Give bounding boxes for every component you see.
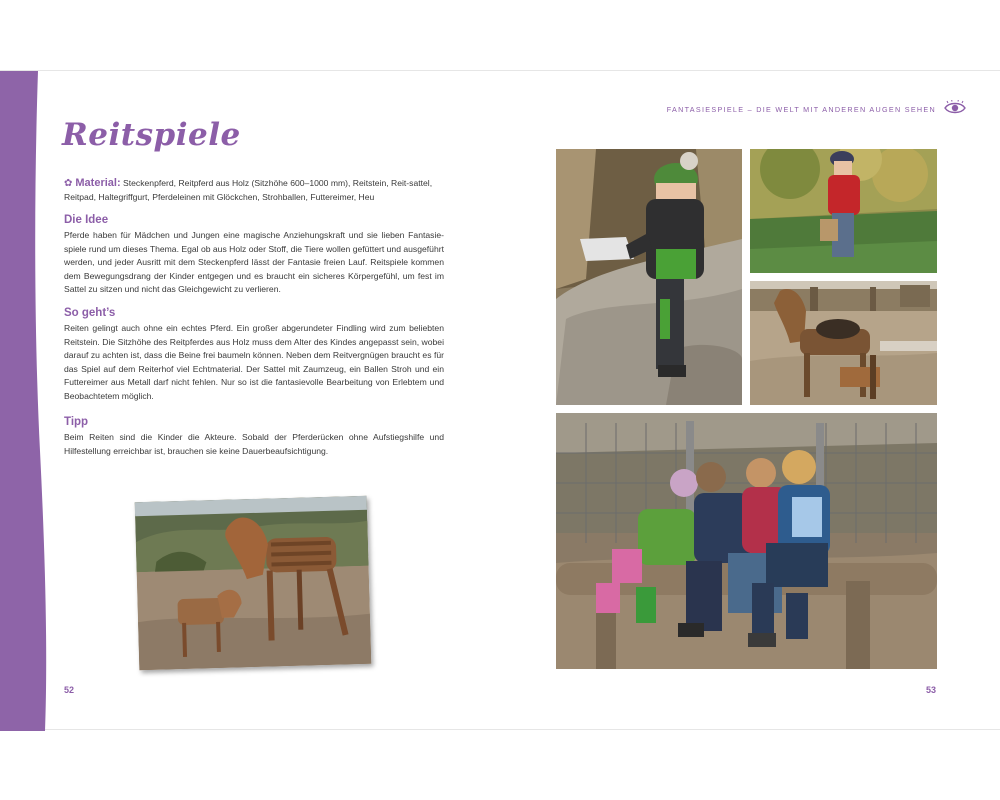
page-title: Reitspiele xyxy=(62,117,241,153)
left-purple-bar xyxy=(0,71,60,731)
section-heading-tipp: Tipp xyxy=(64,416,89,428)
section-heading-idee: Die Idee xyxy=(64,214,109,226)
material-paragraph xyxy=(64,177,444,204)
photo-saddled-wooden-horse xyxy=(750,281,937,405)
photo-child-on-rock xyxy=(556,149,742,405)
eye-icon xyxy=(944,100,966,116)
flower-icon: ✿ xyxy=(64,178,73,189)
material-label: Material: xyxy=(75,177,121,189)
page-number-right: 53 xyxy=(926,685,937,695)
running-head: FANTASIESPIELE – DIE WELT MIT ANDEREN AUGEN SEHEN xyxy=(666,105,936,114)
section-text-so-gehts: Reiten gelingt auch ohne ein echtes Pferd. Ein großer abgerundeter Findling wird zum beliebten Reitstein. Die Sitzhöhe des Reitpferdes aus Holz muss dem Alter des Kindes angepasst sein, wobei darauf zu achten ist, dass die Beine frei baumeln können. Neben dem Reitvergnügen braucht es für das Spiel auf dem Reiterhof viel Echtmaterial. Der Sattel mit Zaumzeug, ein Ballen Stroh und ein Futtereimer aus Metall darf nicht fehlen. Nur so ist die fantasievolle Bearbeitung von Erlebtem und Beobachtetem möglich. xyxy=(64,323,444,401)
section-heading-so-gehts: So geht’s xyxy=(64,307,116,319)
section-text-tipp: Beim Reiten sind die Kinder die Akteure. Sobald der Pferderücken ohne Aufstiegshilfe und Hilfestellung erreichbar ist, brauchen sie keine Dauerbeaufsichtigung. xyxy=(64,432,444,456)
photo-children-on-log xyxy=(556,413,937,669)
photo-child-red-jacket xyxy=(750,149,937,273)
material-text: Steckenpferd, Reitpferd aus Holz (Sitzhöhe 600–1000 mm), Reitstein, Reit-sattel, Reitpad, Haltegriffgurt, Pferdeleinen mit Glöckchen, Strohballen, Futtereimer, Heu xyxy=(64,178,433,202)
section-text-idee: Pferde haben für Mädchen und Jungen eine magische Anziehungskraft und sie lieben Fantasie-spiele rund um dieses Thema. Egal ob aus Holz oder Stoff, die Tiere wollen gefüttert und ausgeführt werden, und jeder Ausritt mit dem Steckenpferd lässt der Fantasie freien Lauf. Reitspiele kommen dem Bewegungsdrang der Kinder entgegen und es braucht ein sicheres Körpergefühl, um fest im Sattel zu sitzen und nicht das Gleichgewicht zu verlieren. xyxy=(64,230,444,295)
photo-wooden-horses xyxy=(135,496,372,670)
book-spread xyxy=(0,70,1000,730)
page-number-left: 52 xyxy=(64,685,75,695)
